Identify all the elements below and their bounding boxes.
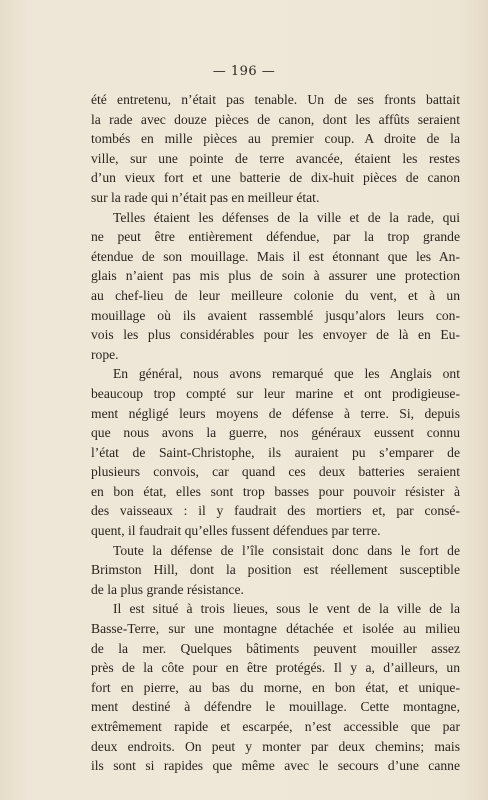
text-line: la rade avec douze pièces de canon, dont les affûts seraient (91, 111, 460, 127)
text-line: tombés en mille pièces au premier coup. A droite de la (91, 131, 460, 147)
text-line: vois les plus considérables pour les envoyer de là en Eu- (91, 327, 460, 343)
text-line: ment destiné à défendre le mouillage. Cette montagne, (91, 699, 460, 715)
paragraph (91, 90, 460, 208)
text-line: d’un vieux fort et une batterie de dix-huit pièces de canon (91, 170, 460, 186)
text-line: étendue de son mouillage. Mais il est étonnant que les An- (91, 248, 460, 264)
text-line: quent, il faudrait qu’elles fussent défendues par terre. (91, 523, 381, 539)
text-line: Il est situé à trois lieues, sous le vent de la ville de la (113, 601, 460, 617)
text-line: plusieurs convois, car quand ces deux batteries seraient (91, 464, 460, 480)
text-line: beaucoup trop compté sur leur marine et ont prodigieuse- (91, 385, 460, 401)
text-line: ville, sur une pointe de terre avancée, étaient les restes (91, 150, 460, 166)
text-line: de la plus grande résistance. (91, 581, 244, 597)
text-line: rope. (91, 346, 119, 362)
text-line: Toute la défense de l’île consistait donc dans le fort de (113, 542, 460, 558)
text-line: au chef-lieu de leur meilleure colonie du vent, et à un (91, 287, 460, 303)
text-line: ment négligé leurs moyens de défense à terre. Si, depuis (91, 405, 460, 421)
text-line: été entretenu, n’était pas tenable. Un de ses fronts battait (91, 92, 460, 107)
page-number: — 196 — (212, 64, 276, 79)
text-line: Basse-Terre, sur une montagne détachée et isolée au milieu (91, 621, 460, 637)
text-line: des vaisseaux : il y faudrait des mortiers et, par consé- (91, 503, 460, 519)
text-line: extrêmement rapide et escarpée, n’est accessible que par (91, 719, 460, 734)
paragraph (91, 364, 460, 540)
text-line: En général, nous avons remarqué que les Anglais ont (113, 366, 460, 382)
text-line: mouillage où ils avaient rassemblé jusqu’alors leurs con- (91, 307, 460, 323)
paragraph (91, 599, 460, 775)
text-line: en bon état, elles sont trop basses pour pouvoir résister à (91, 483, 460, 499)
text-line: deux endroits. On peut y monter par deux chemins; mais (91, 738, 460, 754)
text-line: fort en pierre, au bas du morne, en bon état, et unique- (91, 679, 460, 695)
text-line: près de la côte pour en être protégés. Il y a, d’ailleurs, un (91, 660, 460, 676)
text-line: Telles étaient les défenses de la ville et de la rade, qui (113, 209, 460, 225)
text-line: sur la rade qui n’était pas en meilleur état. (91, 189, 320, 205)
text-line: de la mer. Quelques bâtiments peuvent mouiller assez (91, 640, 460, 656)
text-line: Brimston Hill, dont la position est réellement susceptible (91, 562, 460, 578)
text-line: l’état de Saint-Christophe, ils auraient pu s’emparer de (91, 444, 460, 460)
paragraph (91, 208, 460, 365)
paragraph (91, 541, 460, 600)
text-line: ne peut être entièrement défendue, par la trop grande (91, 229, 460, 245)
text-line: ils sont si rapides que même avec le secours d’une canne (91, 758, 460, 774)
text-line: que nous avons la guerre, nos généraux eussent connu (91, 425, 460, 441)
text-line: glais n’aient pas mis plus de soin à assurer une protection (91, 268, 460, 284)
body-text (91, 90, 460, 776)
